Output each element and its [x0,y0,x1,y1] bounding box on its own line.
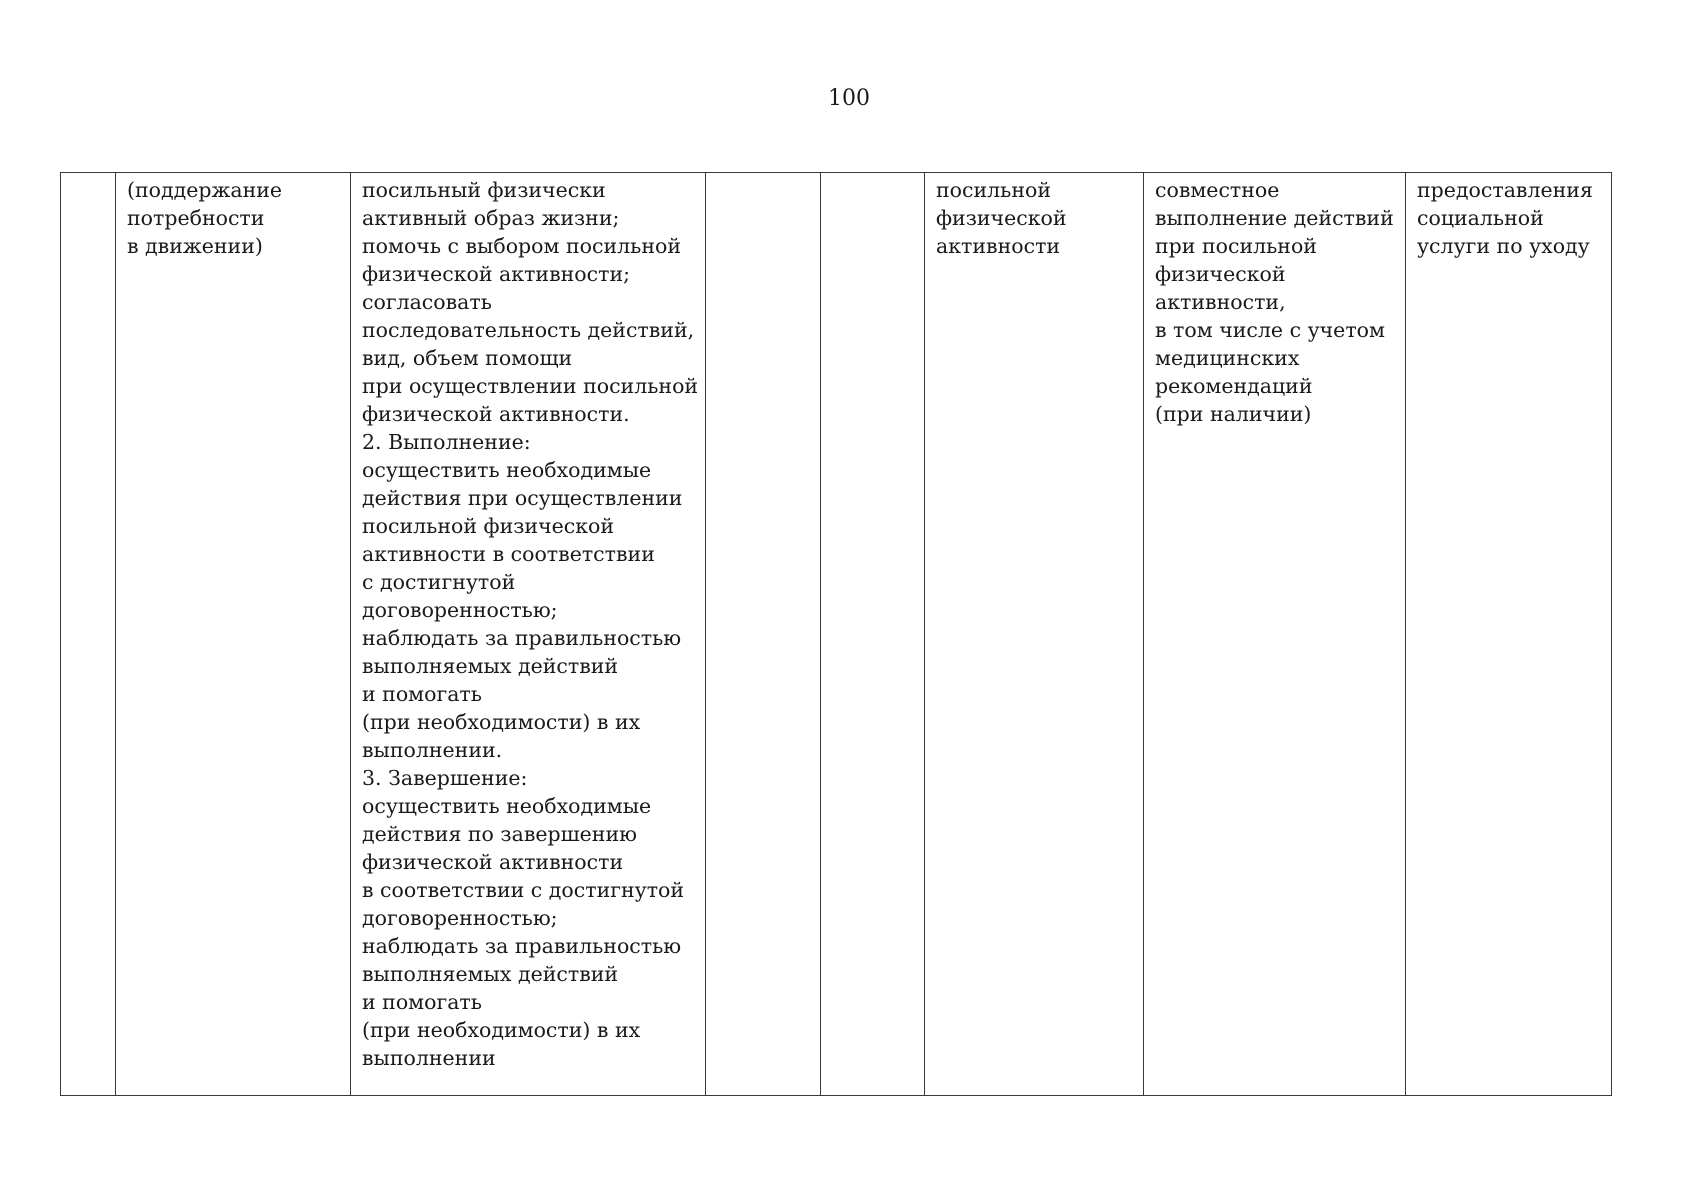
service-table [60,172,1612,1096]
service-provision-cell: предоставления социальной услуги по уходу [1406,173,1612,1096]
row-number-cell [61,173,116,1096]
table-row [61,173,1612,1096]
empty-cell-4 [706,173,821,1096]
need-category-cell: (поддержание потребности в движении) [116,173,351,1096]
result-cell: совместное выполнение действий при посильной физической активности, в том числе с учетом медицинских рекомендаций (при наличии) [1144,173,1406,1096]
empty-cell-5 [821,173,925,1096]
page-number: 100 [828,86,870,111]
activity-cell: посильной физической активности [925,173,1144,1096]
service-procedure-cell: посильный физически активный образ жизни; помочь с выбором посильной физической активности; согласовать последовательность действий, вид, объем помощи при осуществлении посильной физической активности. 2. Выполнение: осуществить необходимые действия при осуществлении посильной физической активности в соответствии с достигнутой договоренностью; наблюдать за правильностью выполняемых действий и помогать (при необходимости) в их выполнении. 3. Завершение: осуществить необходимые действия по завершению физической активности в соответствии с достигнутой договоренностью; наблюдать за правильностью выполняемых действий и помогать (при необходимости) в их выполнении [351,173,706,1096]
